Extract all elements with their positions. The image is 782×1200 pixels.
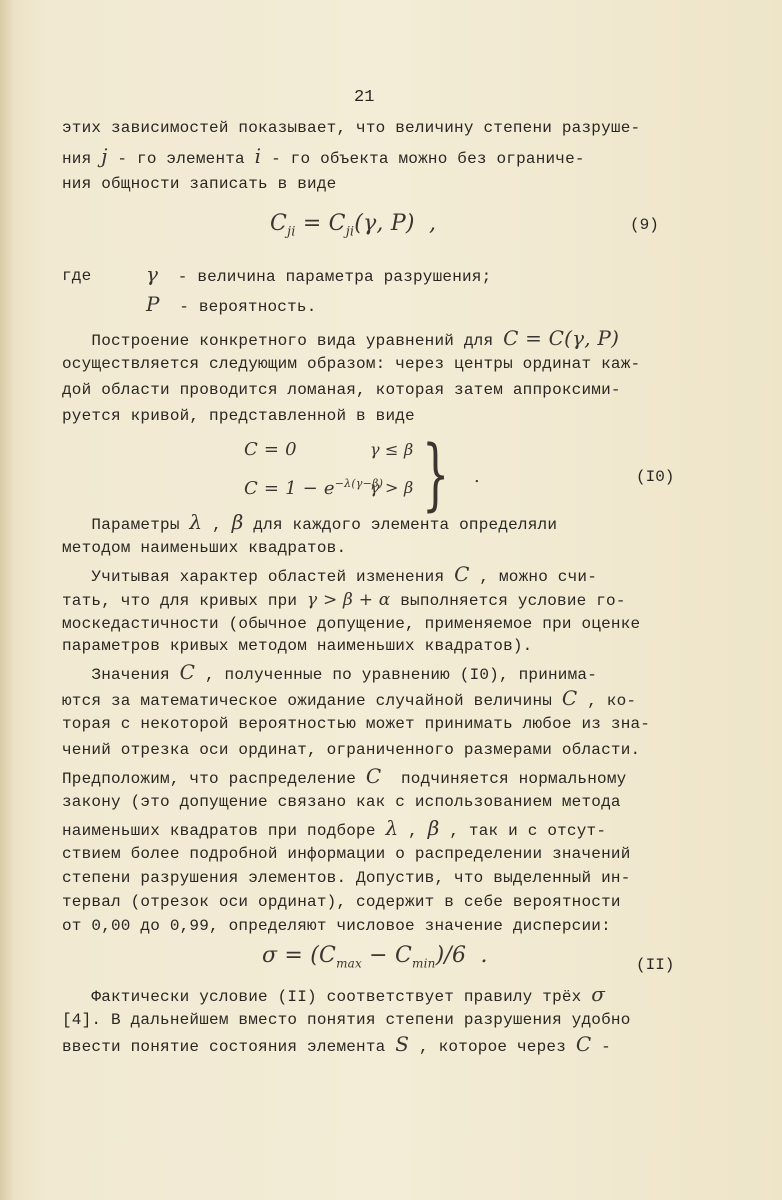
text-line: параметров кривых методом наименьших квадратов). <box>62 637 533 655</box>
equation-number: (I0) <box>636 468 675 486</box>
text-line: где <box>62 267 92 285</box>
text-line: [4]. В дальнейшем вместо понятия степени разрушения удобно <box>62 1011 631 1029</box>
text-line: от 0,00 до 0,99, определяют числовое значение дисперсии: <box>62 917 611 935</box>
text-line: ввести понятие состояния элемента S , которое через C - <box>62 1032 611 1056</box>
text-line: Учитывая характер областей изменения C , можно счи- <box>62 562 597 586</box>
formula-symbol: C <box>454 562 470 586</box>
formula-symbol: C <box>179 660 196 684</box>
equation-10-case-2: $C = 1 - e^{-\lambda(\gamma-\beta)}$ <box>244 477 384 499</box>
formula-symbol: i <box>254 144 262 168</box>
text-line: Параметры λ , β для каждого элемента определяли <box>62 510 558 534</box>
text-line: Построение конкретного вида уравнений для C = C(γ, P) <box>62 326 620 350</box>
text-line: Предположим, что распределение C подчиняется нормальному <box>62 764 627 788</box>
equation-number: (9) <box>630 216 659 234</box>
formula-symbol: C <box>365 764 382 788</box>
formula-symbol: P <box>146 292 160 316</box>
formula-symbol: λ <box>189 510 203 534</box>
text-line: руется кривой, представленной в виде <box>62 407 415 425</box>
text-line: этих зависимостей показывает, что величину степени разруше- <box>62 119 641 137</box>
formula-symbol: β <box>231 510 244 534</box>
formula-inline: γ > β + α <box>307 590 391 610</box>
text-line: Фактически условие (II) соответствует правилу трёх σ <box>62 982 606 1006</box>
text-line: москедастичности (обычное допущение, применяемое при оценке <box>62 615 641 633</box>
formula-symbol: λ <box>385 816 399 840</box>
formula-inline: C = C(γ, P) <box>503 326 620 350</box>
text-line: осуществляется следующим образом: через центры ординат каж- <box>62 355 641 373</box>
text-line: закону (это допущение связано как с использованием метода <box>62 793 621 811</box>
formula-symbol: β <box>427 816 440 840</box>
formula-symbol: C <box>561 686 578 710</box>
equation-10-condition-2: γ > β <box>370 478 414 497</box>
text-line: дой области проводится ломаная, которая затем аппроксими- <box>62 381 621 399</box>
text-line: методом наименьших квадратов. <box>62 539 347 557</box>
text-line: ются за математическое ожидание случайной величины C , ко- <box>62 686 637 710</box>
period-mark: . <box>474 466 480 487</box>
formula-symbol: j <box>101 144 108 168</box>
formula-symbol: γ <box>146 262 159 286</box>
text-line: тервал (отрезок оси ординат), содержит в себе вероятности <box>62 893 621 911</box>
text-line: ния j - го элемента i - го объекта можно без ограниче- <box>62 144 585 168</box>
curly-brace: } <box>422 430 450 520</box>
formula-symbol: S <box>395 1032 410 1056</box>
equation-10-case-1: C = 0 <box>244 439 297 460</box>
text-line: Значения C , полученные по уравнению (I0), принима- <box>62 660 598 684</box>
definition-line: γ - величина параметра разрушения; <box>146 262 492 286</box>
text-line: тать, что для кривых при γ > β + α выполняется условие го- <box>62 590 626 610</box>
binding-shadow <box>0 0 14 1200</box>
text-line: чений отрезка оси ординат, ограниченного размерами области. <box>62 741 641 759</box>
equation-9: $C_{ji} = C_{ji}(\gamma$, P) , <box>270 211 437 240</box>
definition-line: P - вероятность. <box>146 292 317 316</box>
text-line: наименьших квадратов при подборе λ , β , так и с отсут- <box>62 816 607 840</box>
formula-symbol: σ <box>591 982 606 1006</box>
text-line: торая с некоторой вероятностью может принимать любое из зна- <box>62 715 651 733</box>
formula-symbol: C <box>575 1032 592 1056</box>
text-line: степени разрушения элементов. Допустив, что выделенный ин- <box>62 869 631 887</box>
page-number: 21 <box>354 88 375 107</box>
text-line: ния общности записать в виде <box>62 175 337 193</box>
text-line: ствием более подробной информации о распределении значений <box>62 845 631 863</box>
equation-10-condition-1: γ ≤ β <box>370 440 414 459</box>
equation-number: (II) <box>636 956 675 974</box>
equation-11: $\sigma = (C_{max} - C_{min})/6$ . <box>262 943 488 971</box>
